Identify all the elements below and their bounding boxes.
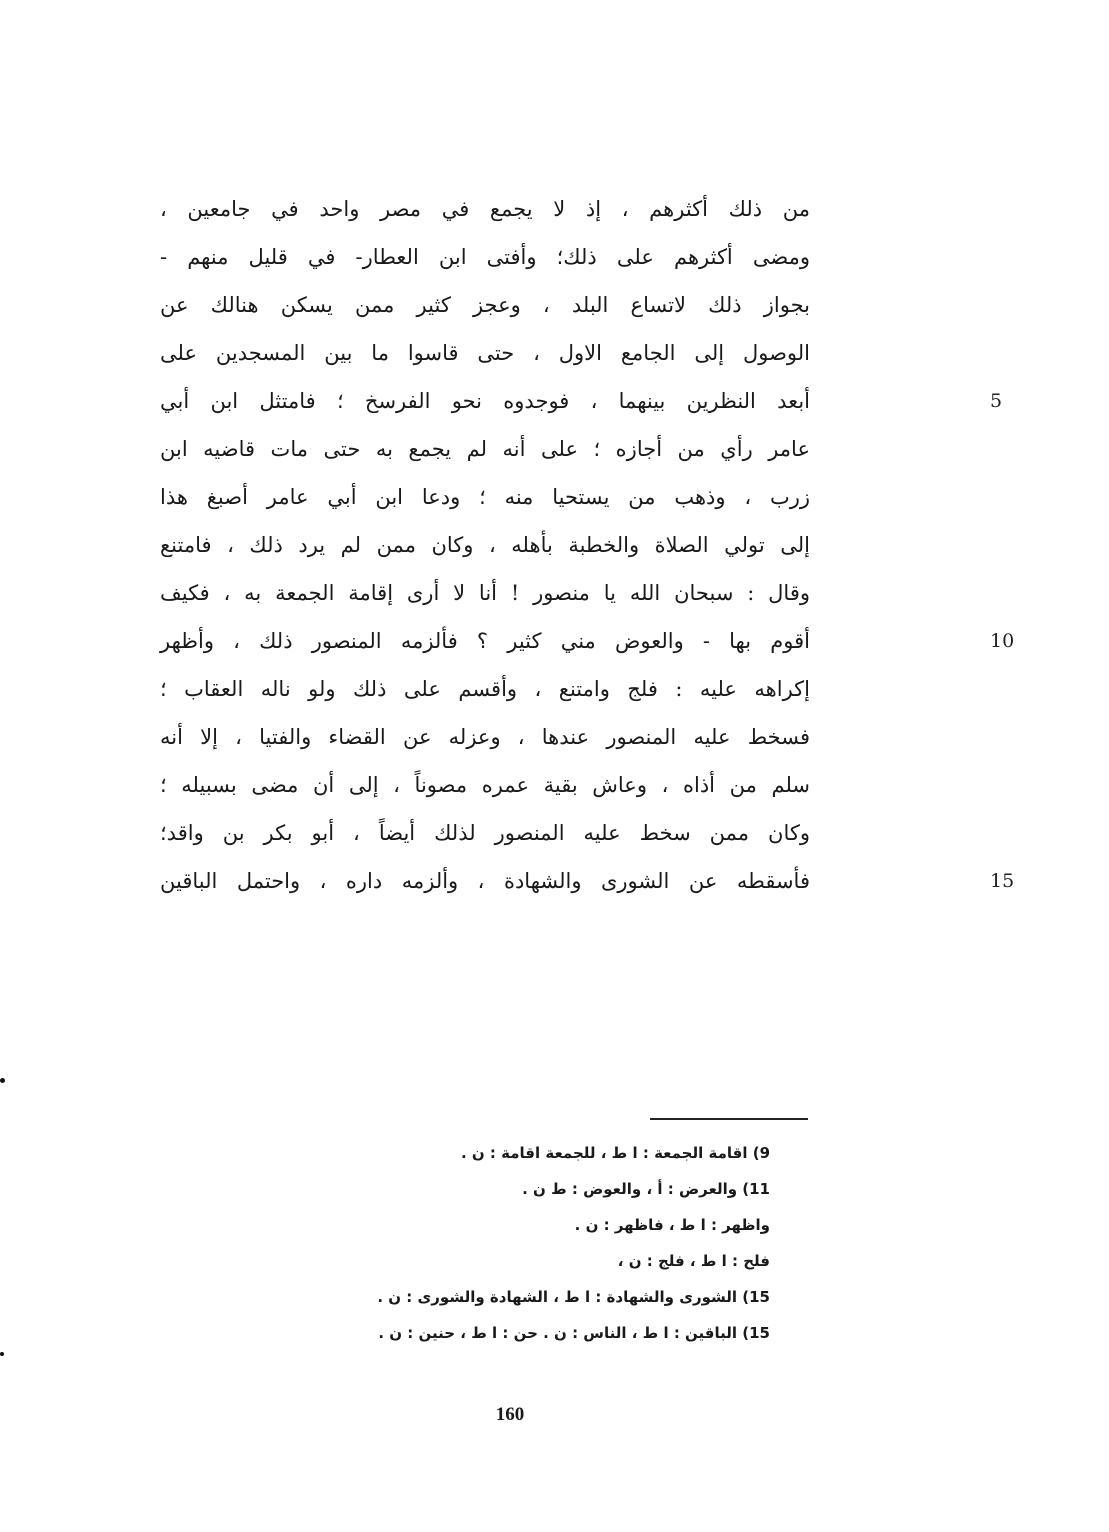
text-line <box>160 377 1003 425</box>
line-text: زرب ، وذهب من يستحيا منه ؛ ودعا ابن أبي عامر أصبغ هذا <box>160 485 810 509</box>
text-line <box>160 761 810 809</box>
footnote-separator <box>650 1118 808 1120</box>
line-text: أقوم بها - والعوض مني كثير ؟ فألزمه المنصور ذلك ، وأظهر <box>160 629 810 653</box>
footnotes <box>240 1135 770 1351</box>
text-line <box>160 857 1015 905</box>
line-number: 5 <box>990 390 1003 412</box>
text-line <box>160 809 810 857</box>
text-line <box>160 713 810 761</box>
footnote: 11) والعرض : أ ، والعوض : ط ن . <box>522 1180 770 1198</box>
text-line <box>160 521 810 569</box>
text-line <box>160 665 810 713</box>
footnote: واظهر : ا ط ، فاظهر : ن . <box>574 1216 770 1234</box>
footnote: 15) الباقين : ا ط ، الناس : ن . حن : ا ط ، حنين : ن . <box>378 1324 770 1342</box>
main-text <box>160 185 1015 905</box>
text-line <box>160 425 810 473</box>
text-line <box>160 569 810 617</box>
footnote: 9) اقامة الجمعة : ا ط ، للجمعة اقامة : ن . <box>460 1144 770 1162</box>
line-number: 15 <box>990 870 1015 892</box>
text-line <box>160 281 810 329</box>
line-text: بجواز ذلك لاتساع البلد ، وعجز كثير ممن يسكن هنالك عن <box>160 293 810 317</box>
line-text: فسخط عليه المنصور عندها ، وعزله عن القضاء والفتيا ، إلا أنه <box>160 725 810 749</box>
line-text: وقال : سبحان الله يا منصور ! أنا لا أرى إقامة الجمعة به ، فكيف <box>160 581 810 605</box>
text-line <box>160 329 810 377</box>
scan-speck <box>0 1078 5 1083</box>
line-text: أبعد النظرين بينهما ، فوجدوه نحو الفرسخ ؛ فامتثل ابن أبي <box>160 389 810 413</box>
line-text: من ذلك أكثرهم ، إذ لا يجمع في مصر واحد في جامعين ، <box>160 197 810 221</box>
footnote: 15) الشورى والشهادة : ا ط ، الشهادة والشورى : ن . <box>377 1288 770 1306</box>
line-number: 10 <box>990 630 1015 652</box>
line-text: إلى تولي الصلاة والخطبة بأهله ، وكان ممن لم يرد ذلك ، فامتنع <box>160 533 810 557</box>
text-line <box>160 185 810 233</box>
line-text: سلم من أذاه ، وعاش بقية عمره مصوناً ، إلى أن مضى بسبيله ؛ <box>160 773 810 797</box>
line-text: فأسقطه عن الشورى والشهادة ، وألزمه داره ، واحتمل الباقين <box>160 869 810 893</box>
line-text: عامر رأي من أجازه ؛ على أنه لم يجمع به حتى مات قاضيه ابن <box>160 437 810 461</box>
text-line <box>160 233 810 281</box>
page-number: 160 <box>495 1404 525 1425</box>
text-line <box>160 617 1015 665</box>
line-text: الوصول إلى الجامع الاول ، حتى قاسوا ما بين المسجدين على <box>160 341 810 365</box>
line-text: وكان ممن سخط عليه المنصور لذلك أيضاً ، أبو بكر بن واقد؛ <box>160 821 810 845</box>
line-text: إكراهه عليه : فلج وامتنع ، وأقسم على ذلك ولو ناله العقاب ؛ <box>160 677 810 701</box>
scan-speck <box>0 1352 4 1356</box>
footnote: فلح : ا ط ، فلج : ن ، <box>617 1252 770 1270</box>
text-line <box>160 473 810 521</box>
line-text: ومضى أكثرهم على ذلك؛ وأفتى ابن العطار- في قليل منهم - <box>160 245 810 269</box>
